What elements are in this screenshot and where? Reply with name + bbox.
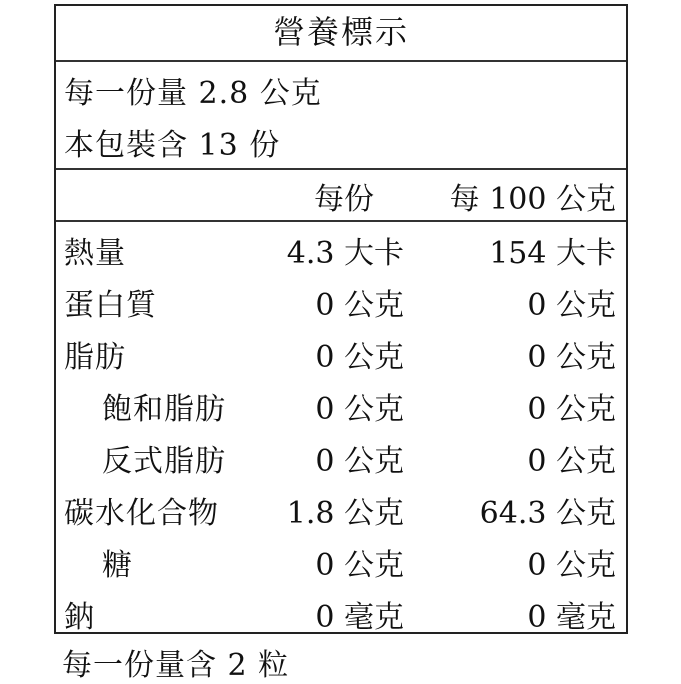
value-per-serving: 0 公克	[315, 548, 404, 583]
nutrient-name: 鈉	[64, 600, 95, 635]
nutrient-row-energy	[56, 224, 626, 276]
value-per-serving: 0 毫克	[315, 600, 404, 635]
nutrition-title: 營養標示	[272, 13, 409, 51]
value-per-serving: 0 公克	[315, 392, 404, 427]
nutrient-row-sugar	[56, 536, 626, 588]
nutrient-name: 糖	[102, 548, 133, 583]
value-per-100g: 0 公克	[527, 288, 616, 323]
value-per-serving: 0 公克	[315, 340, 404, 375]
column-header-per-serving: 每份	[314, 182, 374, 217]
value-per-100g: 154 大卡	[489, 236, 616, 271]
value-per-serving: 0 公克	[315, 444, 404, 479]
header-divider	[56, 220, 626, 222]
servings-per-package-text: 本包裝含 13 份	[64, 128, 281, 163]
value-per-serving: 4.3 大卡	[286, 236, 404, 271]
serving-divider	[56, 168, 626, 170]
value-per-100g: 0 毫克	[527, 600, 616, 635]
value-per-100g: 0 公克	[527, 548, 616, 583]
column-header-per-100g: 每 100 公克	[449, 182, 616, 217]
value-per-100g: 0 公克	[527, 444, 616, 479]
serving-footnote: 每一份量含 2 粒	[62, 648, 290, 683]
nutrient-name: 反式脂肪	[102, 444, 226, 479]
nutrient-name: 飽和脂肪	[102, 392, 226, 427]
value-per-serving: 0 公克	[315, 288, 404, 323]
nutrient-row-fat	[56, 328, 626, 380]
nutrient-name: 熱量	[64, 236, 126, 271]
value-per-serving: 1.8 公克	[286, 496, 404, 531]
nutrient-row-saturated-fat	[56, 380, 626, 432]
title-divider	[56, 60, 626, 62]
nutrient-name: 碳水化合物	[64, 496, 219, 531]
value-per-100g: 0 公克	[527, 340, 616, 375]
serving-size-text: 每一份量 2.8 公克	[64, 76, 322, 111]
nutrient-name: 蛋白質	[64, 288, 157, 323]
nutrient-name: 脂肪	[64, 340, 126, 375]
value-per-100g: 0 公克	[527, 392, 616, 427]
nutrient-row-sodium	[56, 588, 626, 640]
nutrient-row-carbohydrate	[56, 484, 626, 536]
value-per-100g: 64.3 公克	[479, 496, 616, 531]
nutrition-facts-panel	[54, 4, 628, 634]
nutrient-row-protein	[56, 276, 626, 328]
nutrient-row-trans-fat	[56, 432, 626, 484]
